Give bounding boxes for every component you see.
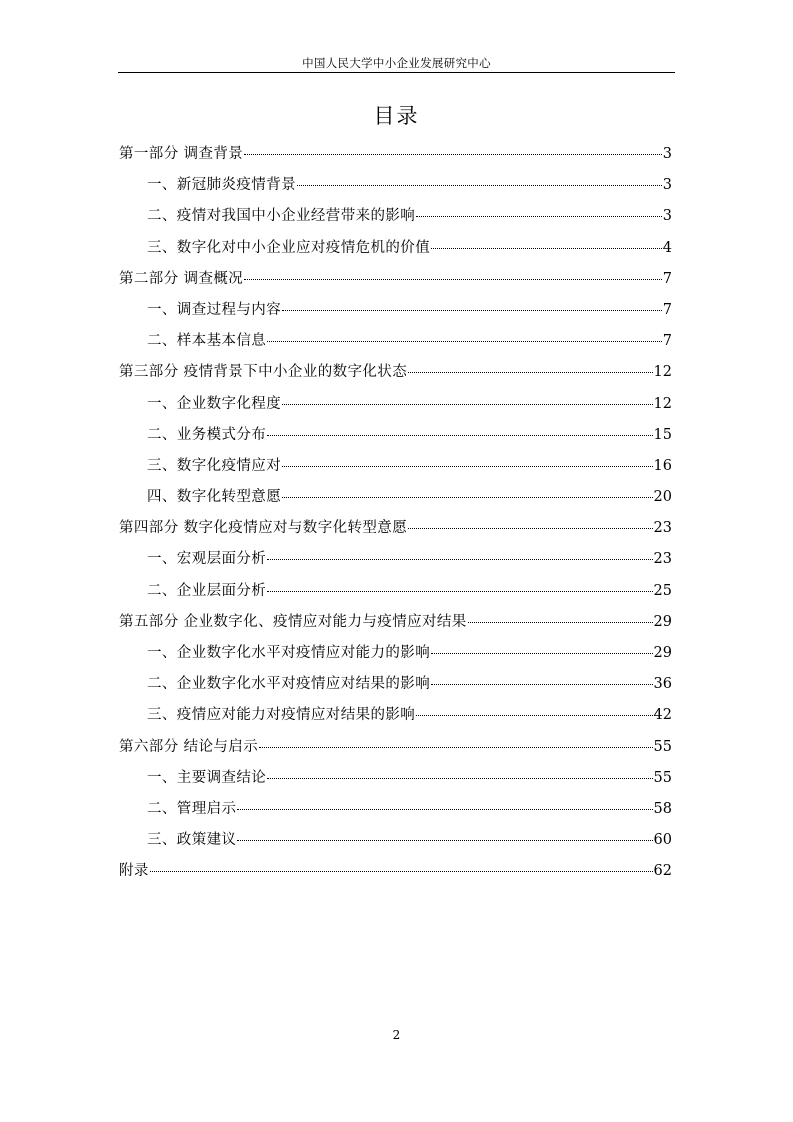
- toc-entry-section[interactable]: [119, 451, 672, 482]
- toc-entry-page: 12: [653, 395, 672, 412]
- toc-entry-text: 三、疫情应对能力对疫情应对结果的影响: [147, 707, 416, 724]
- dot-leader: [237, 808, 652, 810]
- dot-leader: [267, 340, 662, 342]
- toc-entry-part-2[interactable]: [119, 264, 672, 295]
- toc-entry-part-1[interactable]: [119, 139, 672, 170]
- dot-leader: [431, 683, 652, 685]
- toc-entry-text: 二、业务模式分布: [147, 426, 267, 443]
- toc-entry-appendix[interactable]: [119, 856, 672, 887]
- toc-entry-text: 二、企业数字化水平对疫情应对结果的影响: [147, 676, 431, 693]
- dot-leader: [282, 403, 652, 405]
- dot-leader: [416, 714, 652, 716]
- toc-entry-text: 三、数字化疫情应对: [147, 457, 282, 474]
- toc-entry-page: 12: [653, 364, 672, 381]
- dot-leader: [259, 746, 652, 748]
- running-header: 中国人民大学中小企业发展研究中心: [302, 56, 491, 70]
- toc-entry-section[interactable]: [119, 576, 672, 607]
- toc-entry-page: 25: [653, 582, 672, 599]
- toc-entry-text: 附录: [119, 863, 149, 880]
- toc-entry-page: 23: [653, 520, 672, 537]
- toc-entry-text: 第三部分 疫情背景下中小企业的数字化状态: [119, 364, 408, 381]
- toc-entry-page: 16: [653, 457, 672, 474]
- toc-entry-page: 29: [653, 613, 672, 630]
- toc-entry-section[interactable]: [119, 638, 672, 669]
- dot-leader: [468, 621, 653, 623]
- dot-leader: [267, 590, 652, 592]
- toc-entry-text: 三、政策建议: [147, 832, 237, 849]
- toc-entry-text: 第二部分 调查概况: [119, 270, 244, 287]
- dot-leader: [267, 434, 652, 436]
- dot-leader: [408, 371, 652, 373]
- toc-entry-text: 二、样本基本信息: [147, 333, 267, 350]
- dot-leader: [267, 777, 652, 779]
- toc-entry-text: 第一部分 调查背景: [119, 146, 244, 162]
- toc-entry-text: 一、主要调查结论: [147, 769, 267, 786]
- toc-entry-text: 一、企业数字化水平对疫情应对能力的影响: [147, 645, 431, 661]
- toc-entry-section[interactable]: [119, 201, 672, 232]
- toc-entry-page: 58: [653, 800, 672, 817]
- toc-entry-page: 15: [653, 426, 672, 443]
- toc-entry-section[interactable]: [119, 825, 672, 856]
- toc-entry-text: 三、数字化对中小企业应对疫情危机的价值: [147, 239, 431, 256]
- toc-entry-page: 3: [662, 177, 672, 194]
- toc-entry-section[interactable]: [119, 420, 672, 451]
- toc-entry-page: 4: [662, 239, 672, 256]
- toc-entry-page: 29: [653, 645, 672, 661]
- toc-entry-page: 55: [653, 769, 672, 786]
- toc-entry-section[interactable]: [119, 794, 672, 825]
- toc-entry-part-4[interactable]: [119, 513, 672, 544]
- toc-title: 目录: [373, 104, 420, 128]
- toc-entry-page: 42: [653, 707, 672, 724]
- toc-entry-text: 一、企业数字化程度: [147, 395, 282, 412]
- dot-leader: [416, 215, 662, 217]
- toc-entry-page: 7: [662, 270, 672, 287]
- toc-entry-text: 第六部分 结论与启示: [119, 738, 259, 755]
- toc-entry-section[interactable]: [119, 233, 672, 264]
- toc-entry-text: 第四部分 数字化疫情应对与数字化转型意愿: [119, 520, 408, 537]
- toc-entry-page: 55: [653, 738, 672, 755]
- toc-entry-text: 二、企业层面分析: [147, 582, 267, 599]
- toc-entry-section[interactable]: [119, 544, 672, 575]
- dot-leader: [237, 839, 652, 841]
- dot-leader: [244, 153, 662, 155]
- toc-entry-part-5[interactable]: [119, 607, 672, 638]
- toc-entry-text: 一、新冠肺炎疫情背景: [147, 177, 296, 194]
- toc-entry-part-6[interactable]: [119, 732, 672, 763]
- toc-entry-page: 20: [653, 489, 672, 506]
- dot-leader: [431, 652, 652, 654]
- dot-leader: [150, 870, 653, 872]
- toc-entry-part-3[interactable]: [119, 357, 672, 388]
- toc-entry-page: 62: [653, 863, 672, 880]
- dot-leader: [282, 496, 652, 498]
- toc-entry-text: 二、管理启示: [147, 800, 237, 817]
- dot-leader: [267, 558, 652, 560]
- toc-entry-text: 二、疫情对我国中小企业经营带来的影响: [147, 208, 416, 225]
- dot-leader: [431, 247, 662, 249]
- toc-entry-text: 四、数字化转型意愿: [147, 489, 282, 506]
- toc-entry-text: 一、调查过程与内容: [147, 301, 282, 318]
- dot-leader: [297, 184, 662, 186]
- toc-entry-section[interactable]: [119, 170, 672, 201]
- toc-entry-page: 3: [662, 208, 672, 225]
- toc-entry-section[interactable]: [119, 326, 672, 357]
- toc-entry-page: 7: [662, 301, 672, 318]
- toc-entry-section[interactable]: [119, 700, 672, 731]
- page-number: 2: [392, 1028, 401, 1042]
- toc-entry-section[interactable]: [119, 389, 672, 420]
- toc-entry-text: 第五部分 企业数字化、疫情应对能力与疫情应对结果: [119, 613, 467, 630]
- dot-leader: [408, 527, 652, 529]
- toc-entry-page: 23: [653, 551, 672, 568]
- dot-leader: [282, 309, 662, 311]
- table-of-contents: [119, 139, 672, 888]
- toc-entry-section[interactable]: [119, 669, 672, 700]
- toc-entry-page: 7: [662, 333, 672, 350]
- toc-entry-section[interactable]: [119, 482, 672, 513]
- toc-entry-section[interactable]: [119, 295, 672, 326]
- header-divider: [118, 72, 675, 73]
- dot-leader: [282, 465, 652, 467]
- toc-entry-page: 3: [662, 146, 672, 162]
- toc-entry-text: 一、宏观层面分析: [147, 551, 267, 568]
- toc-entry-section[interactable]: [119, 763, 672, 794]
- toc-entry-page: 36: [653, 676, 672, 693]
- dot-leader: [244, 278, 662, 280]
- toc-entry-page: 60: [653, 832, 672, 849]
